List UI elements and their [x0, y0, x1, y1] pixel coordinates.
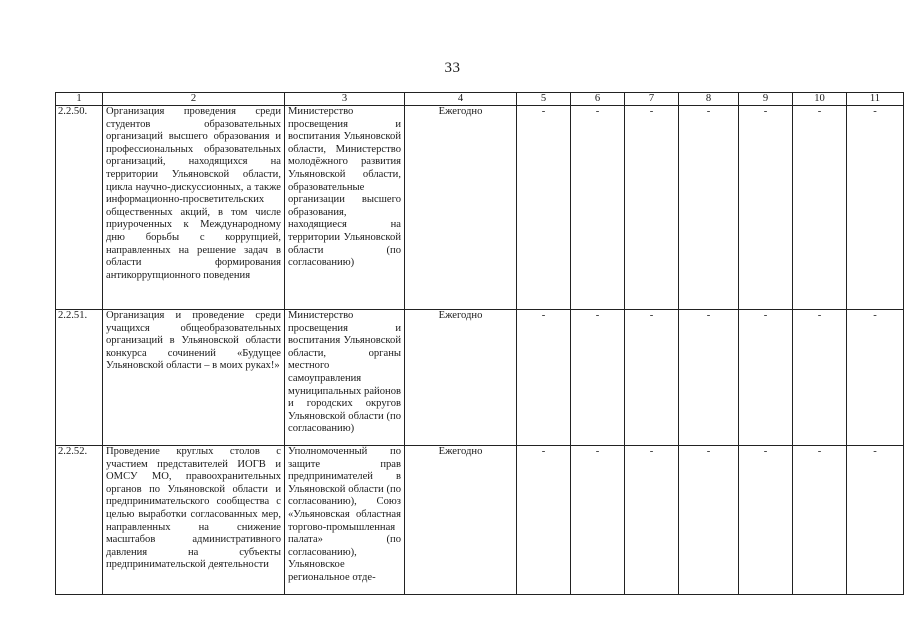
activity-name: Организация проведения среди студентов образовательных организаций высшего образования и профессиональных образовательных организаций, находящихся на территории Ульяновской области, цикла научно-дискуссионных, а также информационно-просветительских общественных акций, в том числе приуроченных к Международному дню борьбы с коррупцией, направленных на решение задач в области формирования антикоррупционного поведения [103, 106, 285, 310]
value-cell: - [625, 446, 679, 595]
column-header: 3 [285, 93, 405, 106]
plan-table [55, 92, 904, 595]
value-cell: - [847, 106, 904, 310]
value-cell: - [517, 106, 571, 310]
value-cell: - [739, 106, 793, 310]
table-row [56, 310, 904, 446]
value-cell: - [517, 310, 571, 446]
value-cell: - [793, 310, 847, 446]
column-header: 1 [56, 93, 103, 106]
term: Ежегодно [405, 310, 517, 446]
row-number: 2.2.51. [56, 310, 103, 446]
activity-name: Организация и проведение среди учащихся общеобразовательных организаций в Ульяновской области конкурса сочинений «Будущее Ульяновской области – в моих руках!» [103, 310, 285, 446]
column-header: 2 [103, 93, 285, 106]
value-cell: - [571, 310, 625, 446]
header-row [56, 93, 904, 106]
table-row [56, 106, 904, 310]
value-cell: - [571, 106, 625, 310]
value-cell: - [793, 446, 847, 595]
value-cell: - [847, 446, 904, 595]
row-number: 2.2.52. [56, 446, 103, 595]
value-cell: - [625, 106, 679, 310]
value-cell: - [739, 310, 793, 446]
term: Ежегодно [405, 446, 517, 595]
executor-cell [285, 446, 405, 595]
value-cell: - [793, 106, 847, 310]
page-number: 33 [444, 60, 461, 76]
column-header: 7 [625, 93, 679, 106]
term: Ежегодно [405, 106, 517, 310]
value-cell: - [571, 446, 625, 595]
value-cell: - [679, 106, 739, 310]
executor: Министерство просвещения и воспитания Ульяновской области, органы местного самоуправления муниципальных районов и городских округов Ульяновской области (по согласованию) [285, 310, 405, 446]
table-row [56, 446, 904, 595]
column-header: 10 [793, 93, 847, 106]
column-header: 11 [847, 93, 904, 106]
column-header: 4 [405, 93, 517, 106]
value-cell: - [625, 310, 679, 446]
value-cell: - [679, 446, 739, 595]
executor: Уполномоченный по защите прав предпринимателей в Ульяновской области (по согласованию), Союз «Ульяновская областная торгово-промышленная палата» (по согласованию), Ульяновское региональное отде- [288, 446, 401, 583]
column-header: 8 [679, 93, 739, 106]
value-cell: - [517, 446, 571, 595]
row-number: 2.2.50. [56, 106, 103, 310]
column-header: 6 [571, 93, 625, 106]
value-cell: - [679, 310, 739, 446]
column-header: 9 [739, 93, 793, 106]
value-cell: - [739, 446, 793, 595]
column-header: 5 [517, 93, 571, 106]
value-cell: - [847, 310, 904, 446]
activity-name: Проведение круглых столов с участием представителей ИОГВ и ОМСУ МО, правоохранительных органов по Ульяновской области и предпринимательского сообщества с целью выработки согласованных мер, направленных на снижение масштабов административного давления на субъекты предпринимательской деятельности [103, 446, 285, 595]
executor: Министерство просвещения и воспитания Ульяновской области, Министерство молодёжного развития Ульяновской области, образовательные организации высшего образования, находящиеся на территории Ульяновской области (по согласованию) [285, 106, 405, 310]
